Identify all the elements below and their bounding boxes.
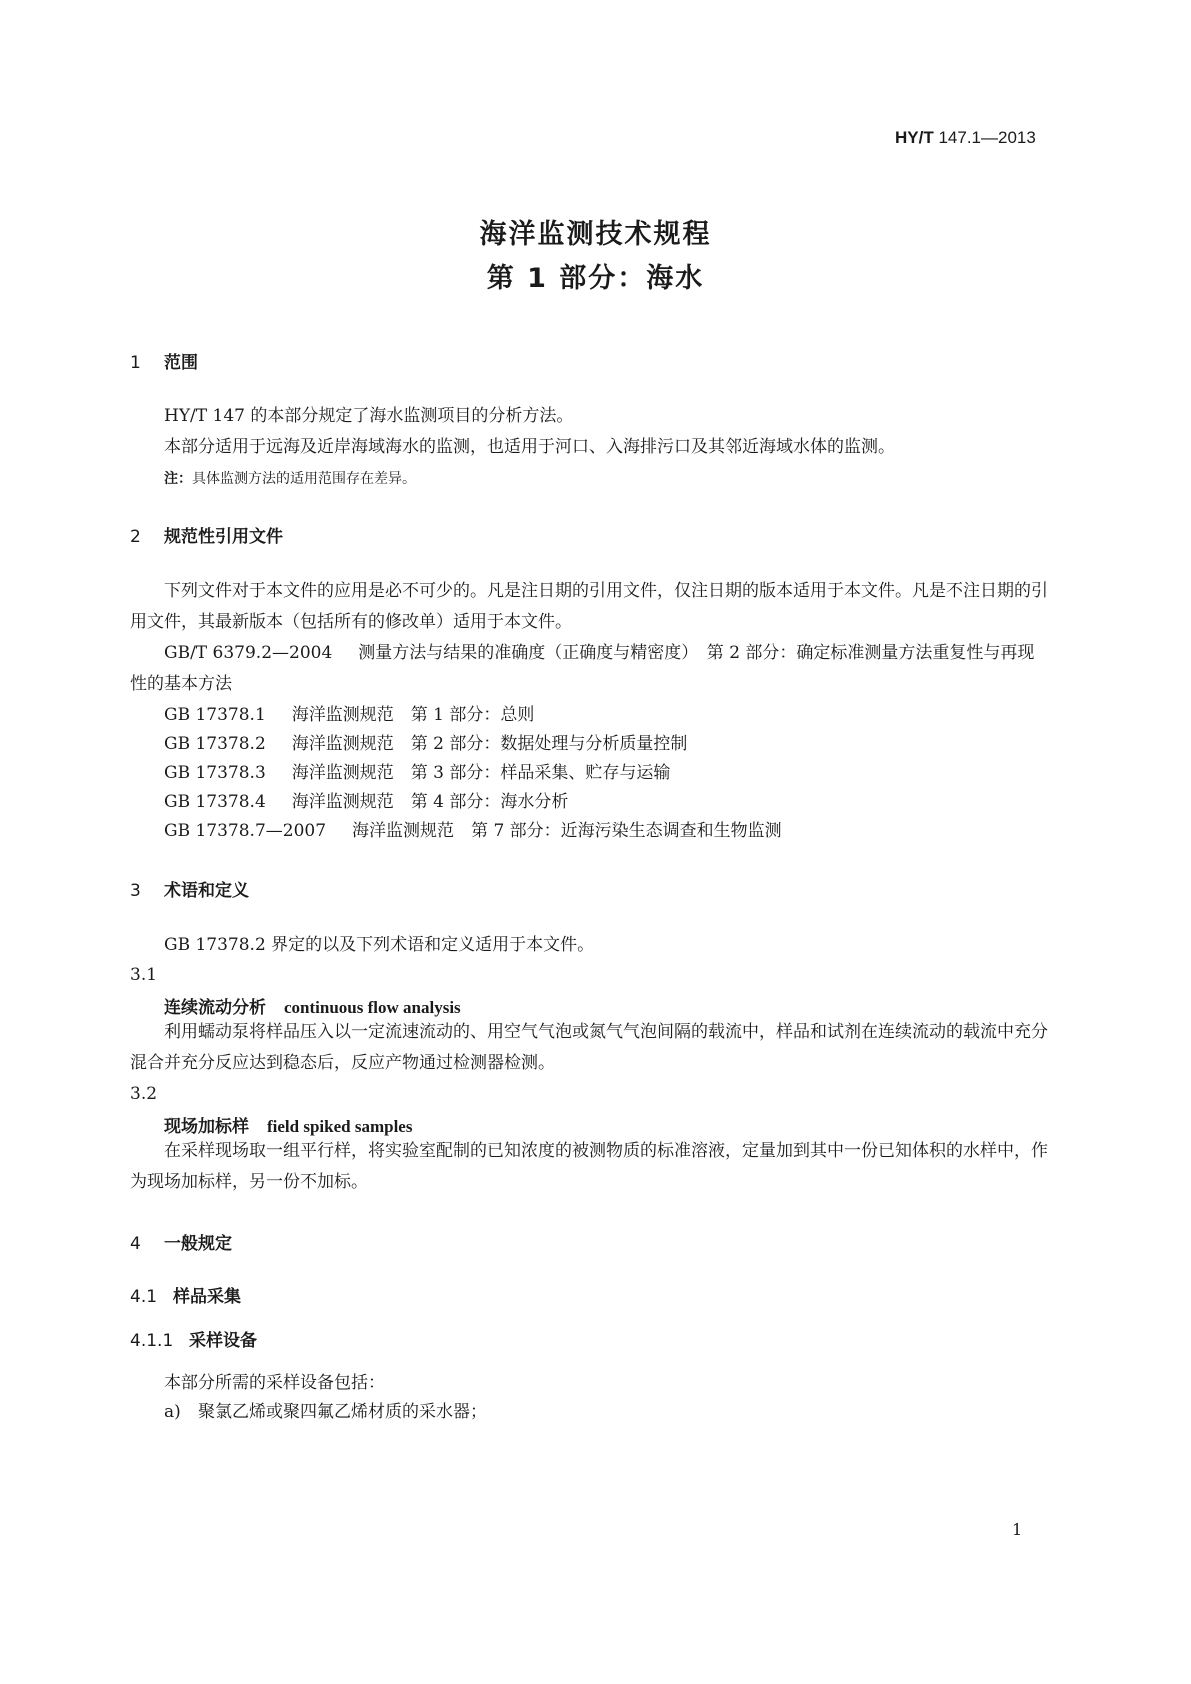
reference-code: GB 17378.1: [164, 705, 266, 725]
term-chinese: 现场加标样: [164, 1117, 249, 1137]
standard-code: [895, 128, 1036, 148]
list-item-text: 聚氯乙烯或聚四氟乙烯材质的采水器；: [198, 1402, 487, 1422]
term-heading: [164, 993, 461, 1018]
standard-code-number: 147.1—2013: [938, 128, 1036, 147]
term-definition: [130, 1136, 1050, 1198]
reference-code: GB 17378.2: [164, 734, 266, 754]
term-definition-text: 利用蠕动泵将样品压入以一定流速流动的、用空气气泡或氮气气泡间隔的载流中，样品和试剂在连续流动的载流中充分混合并充分反应达到稳态后，反应产物通过检测器检测。: [130, 1022, 1048, 1073]
sampling-intro: 本部分所需的采样设备包括：: [164, 1373, 385, 1393]
reference-code: GB 17378.3: [164, 763, 266, 783]
document-title: 海洋监测技术规程: [479, 219, 712, 250]
section-title: 规范性引用文件: [164, 527, 283, 547]
reference-text: 测量方法与结果的准确度（正确度与精密度） 第 2 部分：确定标准测量方法重复性与再现性的基本方法: [130, 643, 1035, 694]
section-number: 4.1: [130, 1287, 158, 1307]
reference-item: [164, 816, 782, 847]
note-label: 注：: [164, 471, 192, 487]
section-1-heading: [130, 348, 198, 373]
term-number: 3.2: [130, 1084, 158, 1104]
references-intro-text: 下列文件对于本文件的应用是必不可少的。凡是注日期的引用文件，仅注日期的版本适用于本文件。凡是不注日期的引用文件，其最新版本（包括所有的修改单）适用于本文件。: [130, 581, 1048, 632]
section-number: 3: [130, 881, 141, 901]
term-definition-text: 在采样现场取一组平行样，将实验室配制的已知浓度的被测物质的标准溶液，定量加到其中一份已知体积的水样中，作为现场加标样，另一份不加标。: [130, 1141, 1048, 1192]
section-title: 样品采集: [173, 1287, 241, 1307]
reference-item: [164, 758, 670, 789]
section-number: 4: [130, 1234, 141, 1254]
reference-text: 海洋监测规范 第 3 部分：样品采集、贮存与运输: [291, 763, 671, 783]
reference-code: GB 17378.4: [164, 792, 266, 812]
section-4-1-heading: [130, 1282, 241, 1307]
reference-item: [164, 787, 568, 818]
document-subtitle: 第 1 部分：海水: [486, 263, 705, 294]
section-3-heading: [130, 876, 249, 901]
reference-item: [130, 638, 1050, 700]
section-4-1-1-heading: [130, 1326, 257, 1351]
section-number: 1: [130, 353, 141, 373]
standard-code-prefix: HY/T: [895, 128, 934, 147]
term-english: field spiked samples: [267, 1117, 413, 1136]
term-english: continuous flow analysis: [284, 998, 461, 1017]
page-number: 1: [1012, 1520, 1023, 1539]
reference-code: GB 17378.7—2007: [164, 821, 327, 841]
section-number: 4.1.1: [130, 1331, 174, 1351]
scope-note: [164, 468, 416, 488]
term-heading: [164, 1112, 412, 1137]
section-title: 采样设备: [189, 1331, 257, 1351]
section-2-heading: [130, 522, 283, 547]
section-title: 范围: [164, 353, 198, 373]
section-title: 术语和定义: [164, 881, 249, 901]
scope-paragraph-2: 本部分适用于远海及近岸海域海水的监测，也适用于河口、入海排污口及其邻近海域水体的监测。: [164, 437, 895, 457]
reference-item: [164, 700, 534, 731]
reference-text: 海洋监测规范 第 7 部分：近海污染生态调查和生物监测: [352, 821, 782, 841]
section-4-heading: [130, 1229, 232, 1254]
term-chinese: 连续流动分析: [164, 998, 266, 1018]
list-item-label: a): [164, 1402, 181, 1422]
reference-item: [164, 729, 687, 760]
term-number: 3.1: [130, 965, 158, 985]
reference-code: GB/T 6379.2—2004: [164, 643, 333, 663]
scope-paragraph-1: HY/T 147 的本部分规定了海水监测项目的分析方法。: [164, 406, 574, 426]
term-definition: [130, 1017, 1050, 1079]
reference-text: 海洋监测规范 第 4 部分：海水分析: [291, 792, 569, 812]
section-number: 2: [130, 527, 141, 547]
note-text: 具体监测方法的适用范围存在差异。: [192, 471, 416, 487]
reference-text: 海洋监测规范 第 1 部分：总则: [291, 705, 535, 725]
reference-text: 海洋监测规范 第 2 部分：数据处理与分析质量控制: [291, 734, 688, 754]
terms-intro: GB 17378.2 界定的以及下列术语和定义适用于本文件。: [164, 935, 595, 955]
list-item: [164, 1397, 487, 1428]
references-intro: [130, 576, 1050, 638]
section-title: 一般规定: [164, 1234, 232, 1254]
